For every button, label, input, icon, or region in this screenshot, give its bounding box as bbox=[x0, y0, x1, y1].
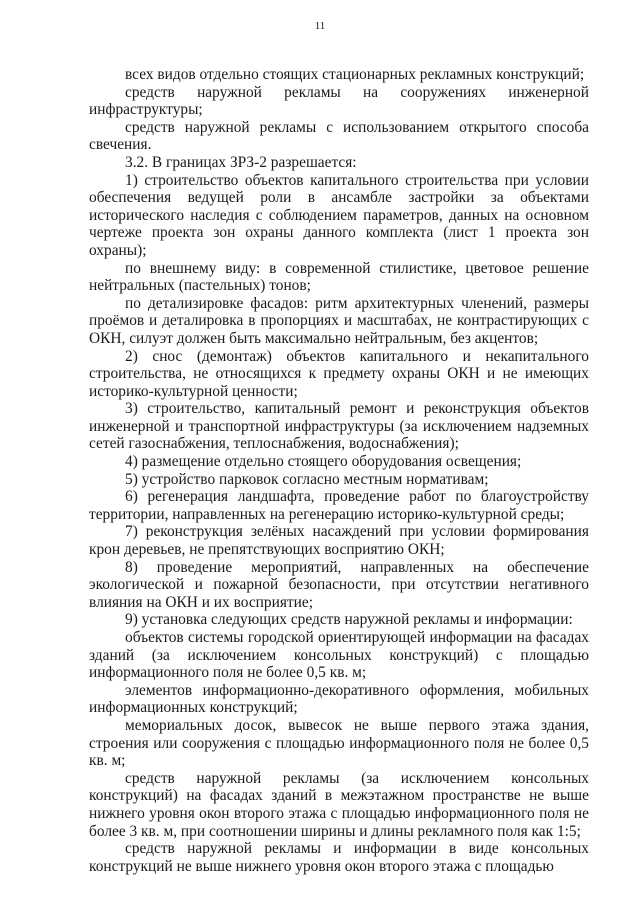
paragraph: всех видов отдельно стоящих стационарных рекламных конструкций; bbox=[125, 66, 585, 83]
paragraph: 7) реконструкция зелёных насаждений при условии формирования крон деревьев, не препятствующих восприятию ОКН; bbox=[89, 523, 589, 559]
page-number: 11 bbox=[314, 20, 326, 32]
paragraph: средств наружной рекламы на сооружениях инженерной инфраструктуры; bbox=[89, 83, 589, 119]
paragraph: 9) установка следующих средств наружной рекламы и информации: bbox=[125, 611, 573, 629]
paragraph: объектов системы городской ориентирующей информации на фасадах зданий (за исключением консольных конструкций) с площадью информационного поля не более 0,5 кв. м; bbox=[89, 629, 589, 682]
paragraph: мемориальных досок, вывесок не выше первого этажа здания, строения или сооружения с площадью информационного поля не более 0,5 кв. м; bbox=[89, 716, 589, 770]
paragraph: 5) устройство парковок согласно местным нормативам; bbox=[125, 470, 489, 488]
paragraph: средств наружной рекламы с использованием открытого способа свечения. bbox=[89, 118, 589, 154]
paragraph: 8) проведение мероприятий, направленных на обеспечение экологической и пожарной безопасности, при отсутствии негативного влияния на ОКН и их восприятие; bbox=[89, 558, 589, 611]
paragraph: 2) снос (демонтаж) объектов капитального и некапитального строительства, не относящихся к предмету охраны ОКН и не имеющих историко-культурной ценности; bbox=[89, 347, 589, 400]
paragraph: по детализировке фасадов: ритм архитектурных членений, размеры проёмов и деталировка в пропорциях и масштабах, не контрастирующих с ОКН, силуэт должен быть максимально нейтральным, без акцентов; bbox=[89, 294, 589, 347]
paragraph: 6) регенерация ландшафта, проведение работ по благоустройству территории, направленных на регенерацию историко-культурной среды; bbox=[89, 488, 589, 523]
section-heading: 3.2. В границах ЗРЗ-2 разрешается: bbox=[125, 153, 357, 171]
paragraph: элементов информационно-декоративного оформления, мобильных информационных конструкций; bbox=[89, 681, 589, 717]
paragraph: средств наружной рекламы и информации в виде консольных конструкций не выше нижнего уровня окон второго этажа с площадью bbox=[89, 840, 589, 875]
paragraph: 4) размещение отдельно стоящего оборудования освещения; bbox=[125, 453, 522, 471]
paragraph: 3) строительство, капитальный ремонт и реконструкция объектов инженерной и транспортной инфраструктуры (за исключением надземных сетей газоснабжения, теплоснабжения, водоснабжения); bbox=[89, 400, 589, 453]
paragraph: средств наружной рекламы (за исключением консольных конструкций) на фасадах зданий в межэтажном пространстве не выше нижнего уровня окон второго этажа с площадью информационного поля не более 3 кв. м, при соотношении ширины и длины рекламного поля как 1:5; bbox=[89, 769, 589, 840]
paragraph: 1) строительство объектов капитального строительства при условии обеспечения ведущей роли в ансамбле застройки за объектами исторического наследия с соблюдением параметров, данных на основном чертеже проекта зон охраны данного комплекта (лист 1 проекта зон охраны); bbox=[89, 171, 589, 259]
document-body bbox=[89, 66, 589, 875]
paragraph: по внешнему виду: в современной стилистике, цветовое решение нейтральных (пастельных) тонов; bbox=[89, 259, 589, 295]
